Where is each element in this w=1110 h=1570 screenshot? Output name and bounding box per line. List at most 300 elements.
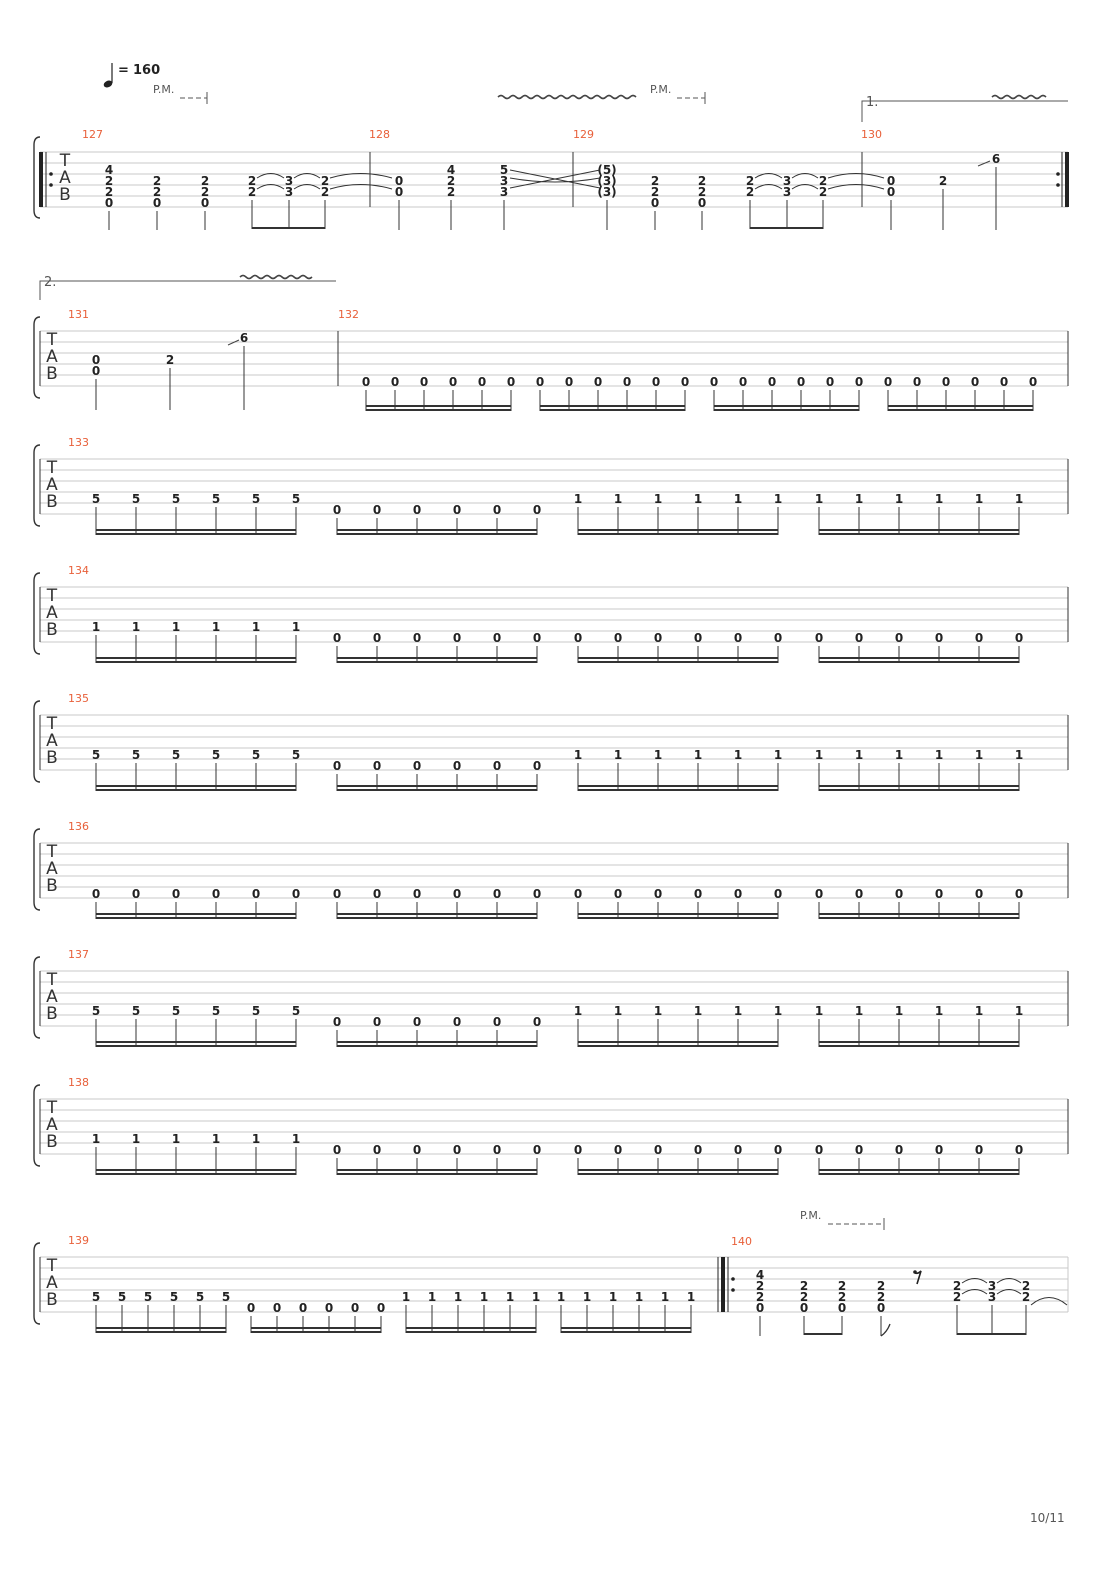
fret-number: 2 [697, 174, 707, 188]
sixteenth-beam-group [333, 759, 541, 791]
fret-number: 0 [693, 631, 703, 645]
fret-number: 1 [733, 748, 743, 762]
fret-number: 5 [195, 1290, 205, 1304]
sixteenth-beam-group [333, 631, 541, 663]
fret-number: 3 [782, 185, 792, 199]
tab-clef-t: T [46, 842, 58, 862]
fret-number: 4 [104, 163, 114, 177]
fret-number: 0 [492, 503, 502, 517]
fret-number: 0 [854, 1143, 864, 1157]
fret-number: 2 [938, 174, 948, 188]
system-4 [34, 564, 1068, 663]
system-9 [34, 1234, 1068, 1333]
fret-number: 0 [814, 887, 824, 901]
fret-number: 0 [324, 1301, 334, 1315]
fret-number: 1 [556, 1290, 566, 1304]
fret-number: 2 [799, 1279, 809, 1293]
fret-number: 0 [1014, 631, 1024, 645]
tab-chord [783, 174, 791, 199]
system-5 [34, 692, 1068, 791]
tab-clef-t: T [46, 1256, 58, 1276]
fret-number: 5 [251, 748, 261, 762]
fret-number: 0 [477, 375, 487, 389]
fret-number: 1 [1014, 748, 1024, 762]
fret-number: 2 [745, 185, 755, 199]
tab-clef-t: T [59, 151, 71, 171]
measure-132-notes [362, 375, 1037, 411]
fret-number: 1 [733, 492, 743, 506]
palm-mute-label: P.M. [153, 83, 175, 96]
fret-number: 0 [974, 1143, 984, 1157]
fret-number: 0 [452, 759, 462, 773]
vibrato-mark [992, 96, 1046, 99]
fret-number: 1 [131, 1132, 141, 1146]
fret-number: 2 [952, 1279, 962, 1293]
tab-clef-a: A [46, 731, 58, 751]
fret-number: 0 [412, 1143, 422, 1157]
fret-number: 1 [479, 1290, 489, 1304]
fret-number: 2 [1021, 1290, 1031, 1304]
fret-number: 1 [974, 1004, 984, 1018]
fret-number: 5 [91, 1290, 101, 1304]
fret-number: 1 [653, 1004, 663, 1018]
fret-number: 1 [613, 492, 623, 506]
fret-number: 0 [773, 887, 783, 901]
fret-number: 2 [104, 174, 114, 188]
fret-number: 2 [837, 1290, 847, 1304]
fret-number: 0 [999, 375, 1009, 389]
fret-number: 3 [284, 185, 294, 199]
fret-number: 0 [1028, 375, 1038, 389]
sixteenth-beam-group [815, 1143, 1023, 1175]
fret-number: 5 [171, 492, 181, 506]
fret-number: 0 [532, 887, 542, 901]
fret-number: 1 [974, 748, 984, 762]
measure-number: 135 [68, 692, 89, 705]
fret-number: 0 [573, 1143, 583, 1157]
fret-number: 2 [200, 174, 210, 188]
fret-number: 2 [104, 185, 114, 199]
fret-number: 0 [894, 887, 904, 901]
tab-chord [321, 174, 329, 199]
fret-number: 0 [350, 1301, 360, 1315]
fret-number: 2 [755, 1290, 765, 1304]
tab-chord [500, 163, 508, 199]
fret-number: 0 [171, 887, 181, 901]
fret-number: 2 [165, 353, 175, 367]
fret-number: 0 [452, 631, 462, 645]
fret-number: 0 [492, 759, 502, 773]
fret-number: 5 [171, 1004, 181, 1018]
fret-number: 3 [499, 174, 509, 188]
tab-chord [395, 174, 403, 199]
fret-number: 5 [221, 1290, 231, 1304]
fret-number: 2 [200, 185, 210, 199]
tab-chord [746, 174, 754, 199]
fret-number: 1 [291, 1132, 301, 1146]
tab-clef-t: T [46, 1098, 58, 1118]
tab-clef-a: A [46, 1273, 58, 1293]
fret-number: 0 [773, 631, 783, 645]
fret-number: 0 [564, 375, 574, 389]
fret-number: 0 [825, 375, 835, 389]
fret-number: 1 [211, 620, 221, 634]
fret-number: 1 [814, 492, 824, 506]
fret-number: 2 [152, 185, 162, 199]
measure-number: 128 [369, 128, 390, 141]
sixteenth-beam-group [574, 1143, 782, 1175]
fret-number: 0 [934, 1143, 944, 1157]
fret-number: 2 [320, 174, 330, 188]
fret-number: 0 [419, 375, 429, 389]
volta-bracket-2 [40, 281, 336, 300]
fret-number: 0 [532, 503, 542, 517]
measure-number: 133 [68, 436, 89, 449]
fret-number: 2 [697, 185, 707, 199]
fret-number: 2 [876, 1279, 886, 1293]
tab-chord [988, 1279, 996, 1304]
fret-number: 1 [773, 748, 783, 762]
fret-number: 0 [492, 1143, 502, 1157]
fret-number: 0 [272, 1301, 282, 1315]
fret-number: 0 [390, 375, 400, 389]
fret-number: 0 [1014, 887, 1024, 901]
measure-number: 136 [68, 820, 89, 833]
fret-number: 0 [211, 887, 221, 901]
fret-number: 0 [104, 196, 114, 210]
fret-number: 1 [854, 748, 864, 762]
fret-number: 1 [894, 492, 904, 506]
fret-number: 2 [799, 1290, 809, 1304]
measure-number: 139 [68, 1234, 89, 1247]
fret-number: 1 [582, 1290, 592, 1304]
fret-number: 0 [372, 503, 382, 517]
fret-number: 1 [573, 748, 583, 762]
fret-number: 0 [412, 631, 422, 645]
measure-number: 130 [861, 128, 882, 141]
fret-number: 0 [613, 887, 623, 901]
palm-mute-label: P.M. [650, 83, 672, 96]
tab-clef-b: B [46, 1290, 58, 1310]
tab-clef-b: B [46, 364, 58, 384]
fret-number: 0 [492, 887, 502, 901]
fret-number: 1 [1014, 1004, 1024, 1018]
fret-number: 1 [653, 748, 663, 762]
volta-bracket-1 [862, 101, 1068, 122]
fret-number: 1 [934, 748, 944, 762]
fret-number: 0 [970, 375, 980, 389]
fret-number: 2 [446, 185, 456, 199]
fret-number: 0 [535, 375, 545, 389]
fret-number: 2 [952, 1290, 962, 1304]
fret-number: 0 [452, 503, 462, 517]
fret-number: 0 [934, 887, 944, 901]
fret-number: 3 [284, 174, 294, 188]
fret-number: 1 [531, 1290, 541, 1304]
measure-number: 137 [68, 948, 89, 961]
fret-number: 1 [634, 1290, 644, 1304]
fret-number: 1 [505, 1290, 515, 1304]
fret-number: 5 [143, 1290, 153, 1304]
system-9-measure-140 [718, 1209, 1067, 1336]
fret-number: 2 [247, 185, 257, 199]
fret-number: 0 [613, 1143, 623, 1157]
measure-number: 129 [573, 128, 594, 141]
fret-number: 5 [291, 1004, 301, 1018]
fret-number: 0 [251, 887, 261, 901]
fret-number: 1 [427, 1290, 437, 1304]
fret-number: 5 [131, 748, 141, 762]
fret-number: 0 [394, 174, 404, 188]
fret-number: 1 [854, 1004, 864, 1018]
fret-number: 0 [693, 1143, 703, 1157]
fret-number: 0 [91, 887, 101, 901]
system-6 [34, 820, 1068, 919]
vibrato-mark [498, 96, 636, 99]
fret-number: (3) [597, 185, 617, 199]
fret-number: 0 [332, 503, 342, 517]
fret-number: 2 [818, 174, 828, 188]
fret-number: 0 [506, 375, 516, 389]
measure-number: 132 [338, 308, 359, 321]
fret-number: 0 [91, 364, 101, 378]
fret-number: 0 [152, 196, 162, 210]
fret-number: 5 [91, 748, 101, 762]
palm-mute-label: P.M. [800, 1209, 822, 1222]
tab-chord [105, 163, 113, 210]
fret-number: 0 [613, 631, 623, 645]
fret-number: 0 [372, 631, 382, 645]
fret-number: 0 [854, 631, 864, 645]
fret-number: 5 [499, 163, 509, 177]
fret-number: 2 [446, 174, 456, 188]
fret-number: 0 [412, 503, 422, 517]
fret-number: 2 [1021, 1279, 1031, 1293]
sixteenth-beam-group [333, 1015, 541, 1047]
fret-number: 5 [211, 748, 221, 762]
fret-number: 0 [650, 196, 660, 210]
fret-number: 0 [941, 375, 951, 389]
fret-number: 1 [91, 1132, 101, 1146]
fret-number: 1 [573, 492, 583, 506]
fret-number: 5 [91, 1004, 101, 1018]
fret-number: 5 [91, 492, 101, 506]
fret-number: 0 [837, 1301, 847, 1315]
fret-number: 1 [934, 1004, 944, 1018]
fret-number: 0 [361, 375, 371, 389]
fret-number: 0 [886, 174, 896, 188]
tab-chord [92, 353, 100, 378]
fret-number: 5 [171, 748, 181, 762]
fret-number: 2 [745, 174, 755, 188]
fret-number: 1 [573, 1004, 583, 1018]
fret-number: 0 [622, 375, 632, 389]
tab-chord [887, 174, 895, 199]
fret-number: 0 [767, 375, 777, 389]
fret-number: 1 [733, 1004, 743, 1018]
vibrato-mark [240, 276, 312, 279]
tab-clef-t: T [46, 970, 58, 990]
fret-number: 0 [532, 631, 542, 645]
fret-number: 0 [394, 185, 404, 199]
fret-number: 0 [412, 887, 422, 901]
fret-number: 5 [251, 492, 261, 506]
tab-chord [651, 174, 659, 210]
tab-clef-a: A [46, 859, 58, 879]
tab-clef-t: T [46, 458, 58, 478]
fret-number: 0 [883, 375, 893, 389]
tab-chord [201, 174, 209, 210]
tab-chord [838, 1279, 846, 1315]
fret-number: 0 [653, 631, 663, 645]
system-3 [34, 436, 1068, 535]
fret-number: 1 [613, 1004, 623, 1018]
fret-number: 0 [894, 1143, 904, 1157]
fret-number: 0 [886, 185, 896, 199]
tab-clef-t: T [46, 586, 58, 606]
fret-number: 0 [697, 196, 707, 210]
fret-number: 2 [152, 174, 162, 188]
sixteenth-beam-group [574, 887, 782, 919]
fret-number: 0 [653, 1143, 663, 1157]
fret-number: 0 [974, 887, 984, 901]
fret-number: 0 [651, 375, 661, 389]
fret-number: 2 [876, 1290, 886, 1304]
fret-number: 0 [653, 887, 663, 901]
fret-number: 2 [247, 174, 257, 188]
fret-number: 0 [91, 353, 101, 367]
fret-number: 1 [693, 1004, 703, 1018]
fret-number: (5) [597, 163, 617, 177]
tab-clef-t: T [46, 714, 58, 734]
fret-number: 1 [814, 1004, 824, 1018]
fret-number: 1 [608, 1290, 618, 1304]
fret-number: 0 [733, 1143, 743, 1157]
tab-clef-b: B [46, 876, 58, 896]
fret-number: 0 [532, 1143, 542, 1157]
tab-chord [1022, 1279, 1030, 1304]
system-8 [34, 1076, 1068, 1175]
sixteenth-beam-group [815, 887, 1023, 919]
fret-number: 0 [876, 1301, 886, 1315]
fret-number: 2 [818, 185, 828, 199]
tab-clef-a: A [46, 987, 58, 1007]
fret-number: 0 [733, 631, 743, 645]
fret-number: 0 [854, 375, 864, 389]
measure-number: 134 [68, 564, 89, 577]
fret-number: 0 [332, 1015, 342, 1029]
fret-number: 0 [738, 375, 748, 389]
tab-chord [819, 174, 827, 199]
fret-number: 1 [251, 620, 261, 634]
tab-chord [756, 1268, 764, 1315]
fret-number: 1 [401, 1290, 411, 1304]
tab-clef-b: B [46, 492, 58, 512]
fret-number: 1 [211, 1132, 221, 1146]
fret-number: 1 [773, 1004, 783, 1018]
fret-number: 2 [320, 185, 330, 199]
measure-number: 127 [82, 128, 103, 141]
tab-clef-b: B [59, 185, 71, 205]
fret-number: 5 [251, 1004, 261, 1018]
fret-number: 0 [452, 1015, 462, 1029]
fret-number: 1 [453, 1290, 463, 1304]
measure-number: 140 [731, 1235, 752, 1248]
fret-number: 0 [200, 196, 210, 210]
fret-number: 0 [894, 631, 904, 645]
fret-number: 2 [837, 1279, 847, 1293]
fret-number: 0 [291, 887, 301, 901]
fret-number: 3 [987, 1290, 997, 1304]
fret-number: 1 [894, 1004, 904, 1018]
fret-number: 0 [680, 375, 690, 389]
fret-number: 0 [854, 887, 864, 901]
fret-number: 0 [246, 1301, 256, 1315]
fret-number: 5 [211, 492, 221, 506]
tab-clef-b: B [46, 620, 58, 640]
fret-number: 0 [372, 887, 382, 901]
fret-number: 1 [660, 1290, 670, 1304]
tempo-equals: = [118, 63, 129, 78]
fret-number: 2 [650, 185, 660, 199]
volta-2-label: 2. [44, 275, 57, 290]
sixteenth-beam-group [574, 631, 782, 663]
fret-number: 1 [1014, 492, 1024, 506]
fret-number: 5 [131, 492, 141, 506]
fret-number: 1 [91, 620, 101, 634]
fret-number: 1 [854, 492, 864, 506]
fret-number: 0 [332, 631, 342, 645]
tab-chord [877, 1279, 885, 1315]
fret-number: 0 [532, 1015, 542, 1029]
fret-number: 0 [1014, 1143, 1024, 1157]
fret-number: 1 [251, 1132, 261, 1146]
fret-number: 1 [934, 492, 944, 506]
fret-number: 3 [499, 185, 509, 199]
sixteenth-beam-group [362, 375, 515, 411]
fret-number: 0 [814, 631, 824, 645]
fret-number: 5 [131, 1004, 141, 1018]
fret-number: 1 [613, 748, 623, 762]
fret-number: 5 [291, 748, 301, 762]
tab-clef-a: A [46, 603, 58, 623]
tab-chord [698, 174, 706, 210]
tab-chord [248, 174, 256, 199]
sixteenth-beam-group [536, 375, 689, 411]
fret-number: 0 [974, 631, 984, 645]
fret-number: 0 [412, 759, 422, 773]
sixteenth-note-systems [34, 436, 1068, 1333]
fret-number: 0 [593, 375, 603, 389]
fret-number: 0 [376, 1301, 386, 1315]
system-7 [34, 948, 1068, 1047]
fret-number: 6 [991, 152, 1001, 166]
sixteenth-beam-group [884, 375, 1037, 411]
fret-number: 3 [782, 174, 792, 188]
fret-number: 0 [298, 1301, 308, 1315]
system-2 [34, 275, 1068, 411]
fret-number: 0 [131, 887, 141, 901]
fret-number: 0 [492, 1015, 502, 1029]
fret-number: 0 [372, 759, 382, 773]
fret-number: 5 [291, 492, 301, 506]
tempo-bpm: 160 [133, 63, 161, 78]
fret-number: 0 [755, 1301, 765, 1315]
fret-number: 0 [448, 375, 458, 389]
fret-number: 5 [117, 1290, 127, 1304]
fret-number: 0 [332, 887, 342, 901]
fret-number: 0 [372, 1143, 382, 1157]
